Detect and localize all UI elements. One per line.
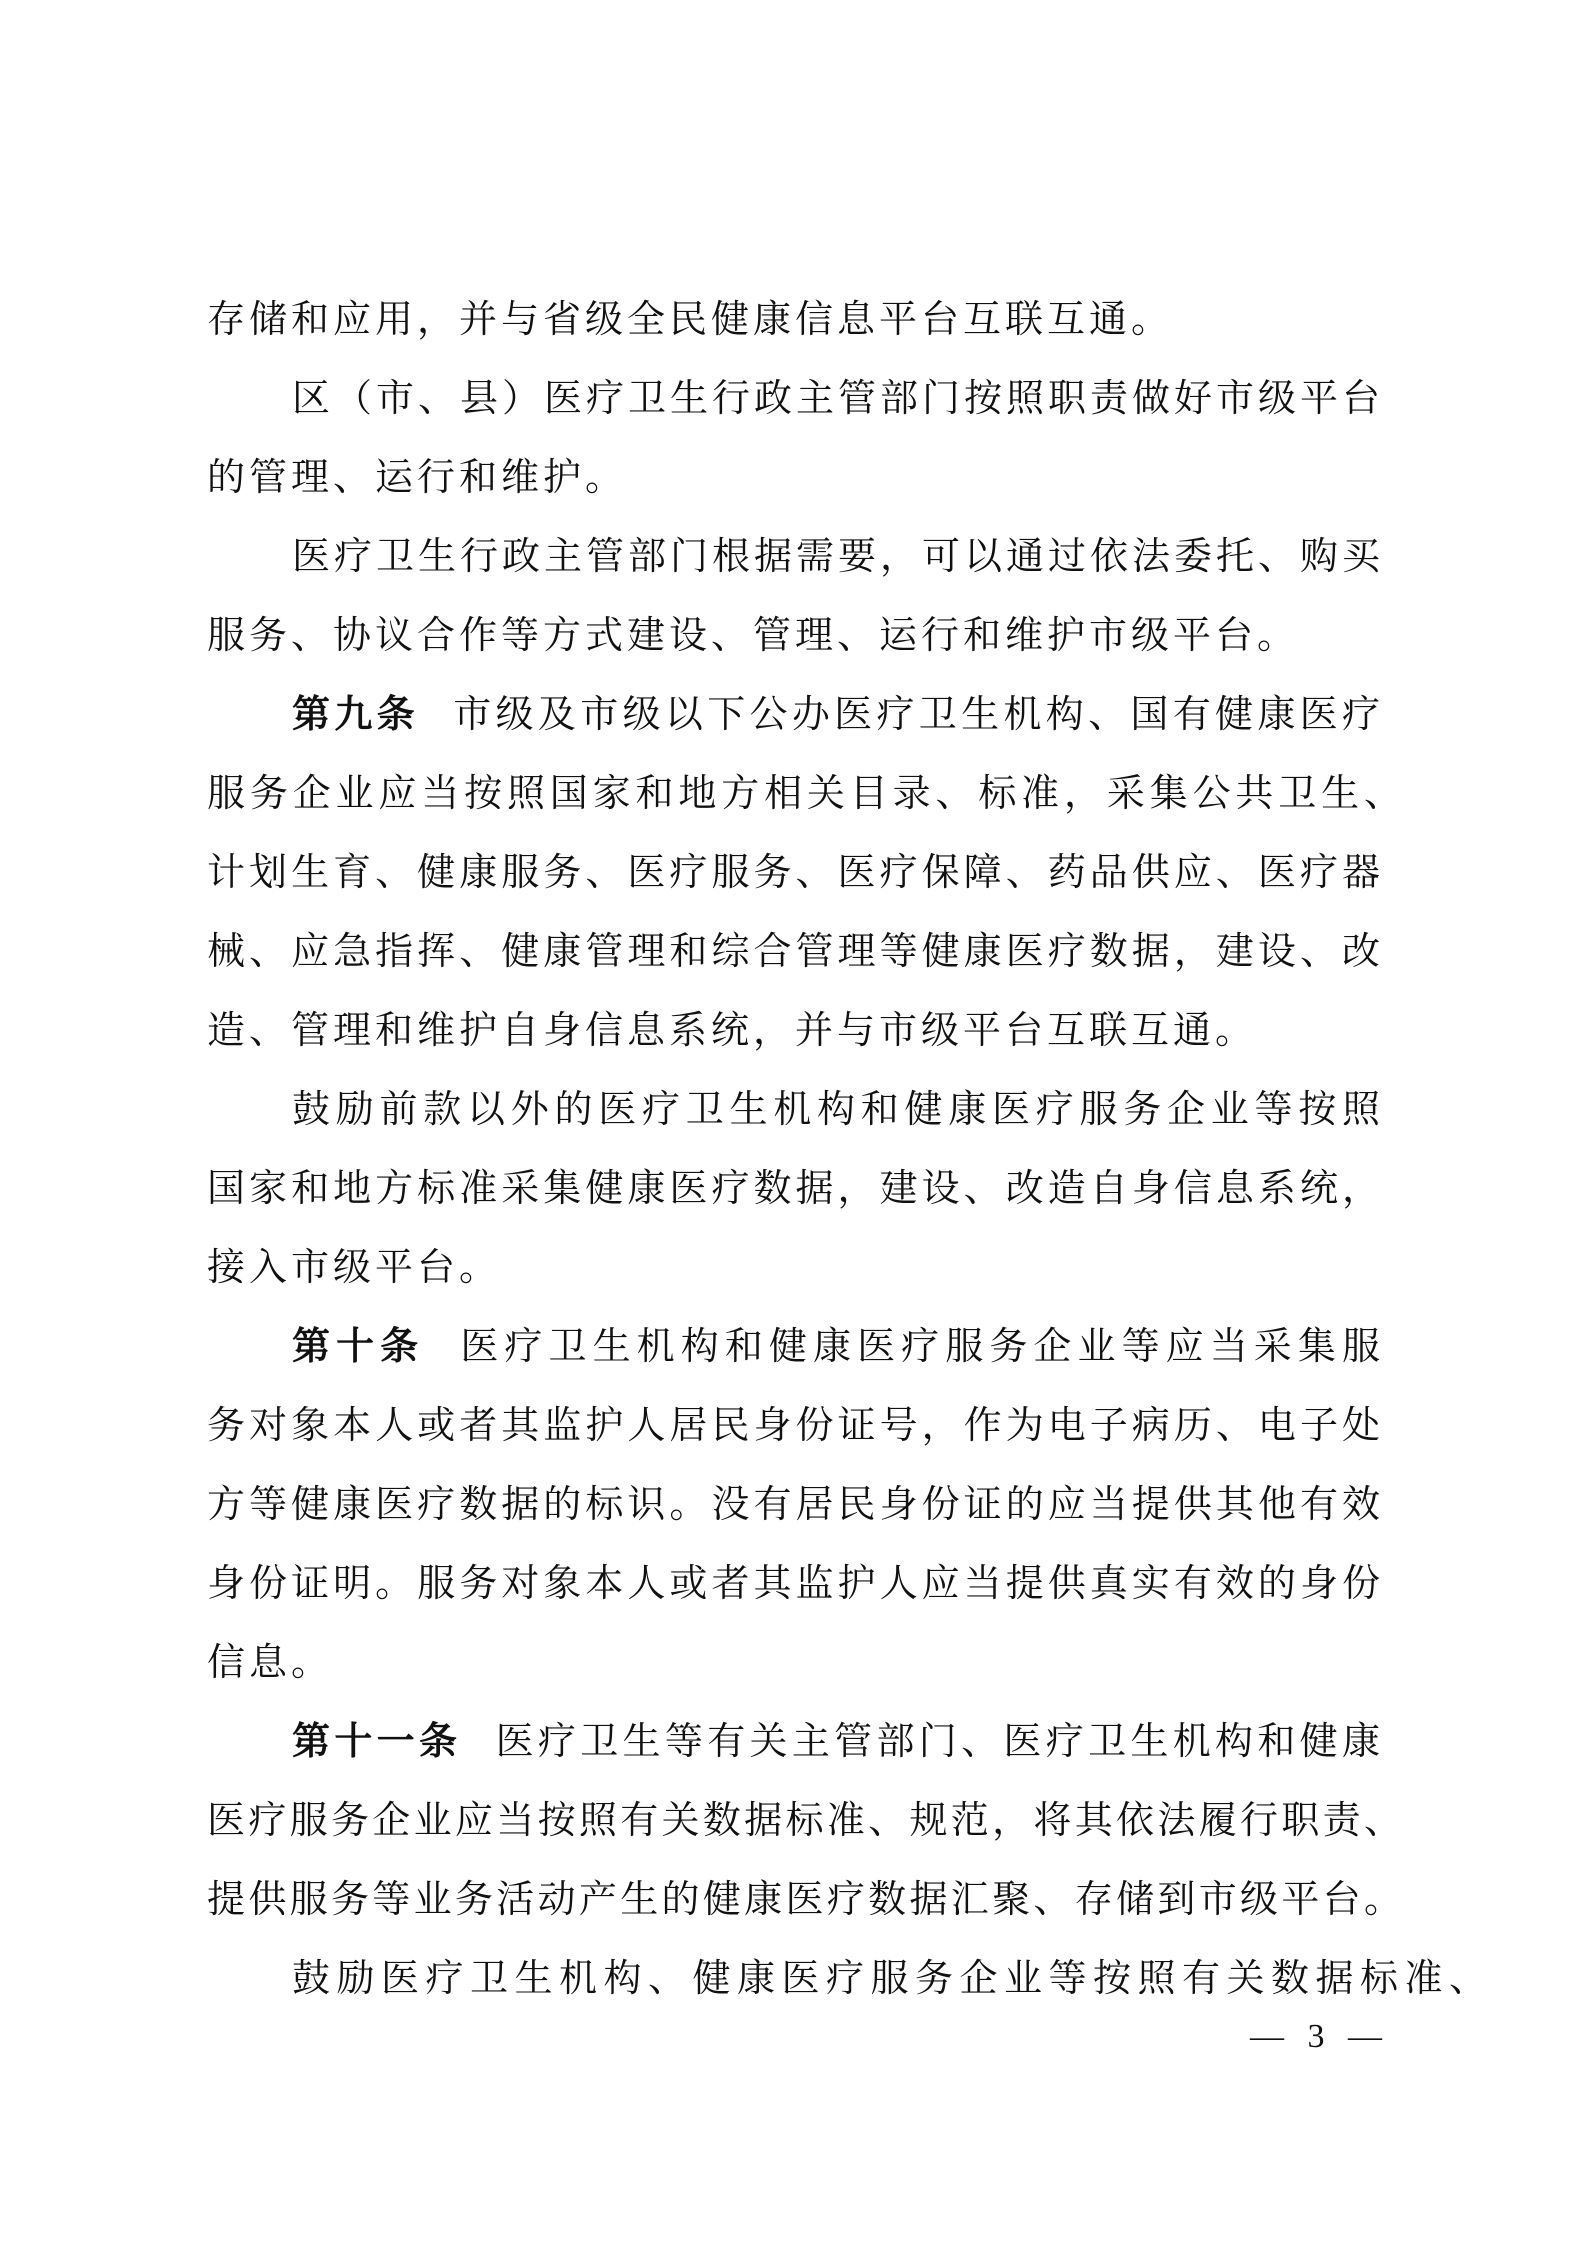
article-10-first-line [207, 1307, 1380, 1386]
page-number [1250, 2014, 1382, 2060]
line-text: 身份证明。服务对象本人或者其监护人应当提供真实有效的身份 [207, 1561, 1380, 1605]
article-9-first-line [207, 675, 1380, 754]
paragraph-line [207, 1781, 1402, 1860]
paragraph-line [207, 1544, 1380, 1623]
paragraph-line [207, 754, 1402, 833]
line-text: 提供服务等业务活动产生的健康医疗数据汇聚、存储到市级平台。 [207, 1877, 1402, 1921]
line-text: 医疗服务企业应当按照有关数据标准、规范，将其依法履行职责、 [207, 1798, 1402, 1842]
paragraph-line [207, 1386, 1380, 1465]
line-text: 存储和应用，并与省级全民健康信息平台互联互通。 [207, 297, 1174, 341]
line-text: 务对象本人或者其监护人居民身份证号，作为电子病历、电子处 [207, 1403, 1380, 1447]
article-heading: 第十一条 [292, 1719, 462, 1763]
paragraph-line [207, 1149, 1380, 1228]
line-text: 医疗卫生等有关主管部门、医疗卫生机构和健康 [491, 1719, 1380, 1763]
paragraph-line [207, 438, 1380, 517]
line-text: 服务、协议合作等方式建设、管理、运行和维护市级平台。 [207, 613, 1300, 657]
paragraph-line [207, 1939, 1487, 2018]
line-text: 医疗卫生行政主管部门根据需要，可以通过依法委托、购买 [292, 534, 1380, 578]
line-text: 方等健康医疗数据的标识。没有居民身份证的应当提供其他有效 [207, 1482, 1380, 1526]
page-number-value: 3 [1307, 2018, 1325, 2055]
line-text: 鼓励前款以外的医疗卫生机构和健康医疗服务企业等按照 [292, 1087, 1380, 1131]
article-11-first-line [207, 1702, 1380, 1781]
paragraph-line [207, 912, 1380, 991]
line-text: 区（市、县）医疗卫生行政主管部门按照职责做好市级平台 [292, 376, 1380, 420]
paragraph-line [207, 280, 1380, 359]
paragraph-line [207, 991, 1380, 1070]
paragraph-line [207, 517, 1380, 596]
page-number-left-dash: — [1250, 2018, 1284, 2055]
paragraph-line [207, 1623, 1380, 1702]
line-text: 计划生育、健康服务、医疗服务、医疗保障、药品供应、医疗器 [207, 850, 1380, 894]
line-text: 械、应急指挥、健康管理和综合管理等健康医疗数据，建设、改 [207, 929, 1380, 973]
line-text: 医疗卫生机构和健康医疗服务企业等应当采集服 [454, 1324, 1380, 1368]
article-heading: 第十条 [292, 1324, 425, 1368]
article-heading: 第九条 [292, 692, 419, 736]
line-text: 接入市级平台。 [207, 1245, 502, 1289]
paragraph-line [207, 833, 1380, 912]
line-text: 的管理、运行和维护。 [207, 455, 628, 499]
line-text: 造、管理和维护自身信息系统，并与市级平台互联互通。 [207, 1008, 1258, 1052]
paragraph-line [207, 1860, 1402, 1939]
line-text: 服务企业应当按照国家和地方相关目录、标准，采集公共卫生、 [207, 771, 1402, 815]
paragraph-line [207, 1070, 1380, 1149]
paragraph-line [207, 1465, 1380, 1544]
paragraph-line [207, 1228, 1380, 1307]
line-text: 鼓励医疗卫生机构、健康医疗服务企业等按照有关数据标准、 [292, 1956, 1487, 2000]
line-text: 市级及市级以下公办医疗卫生机构、国有健康医疗 [448, 692, 1380, 736]
page-number-right-dash: — [1348, 2018, 1382, 2055]
line-text: 国家和地方标准采集健康医疗数据，建设、改造自身信息系统， [207, 1166, 1380, 1210]
paragraph-line [207, 359, 1380, 438]
document-body [207, 280, 1487, 2018]
paragraph-line [207, 596, 1380, 675]
line-text: 信息。 [207, 1640, 334, 1684]
